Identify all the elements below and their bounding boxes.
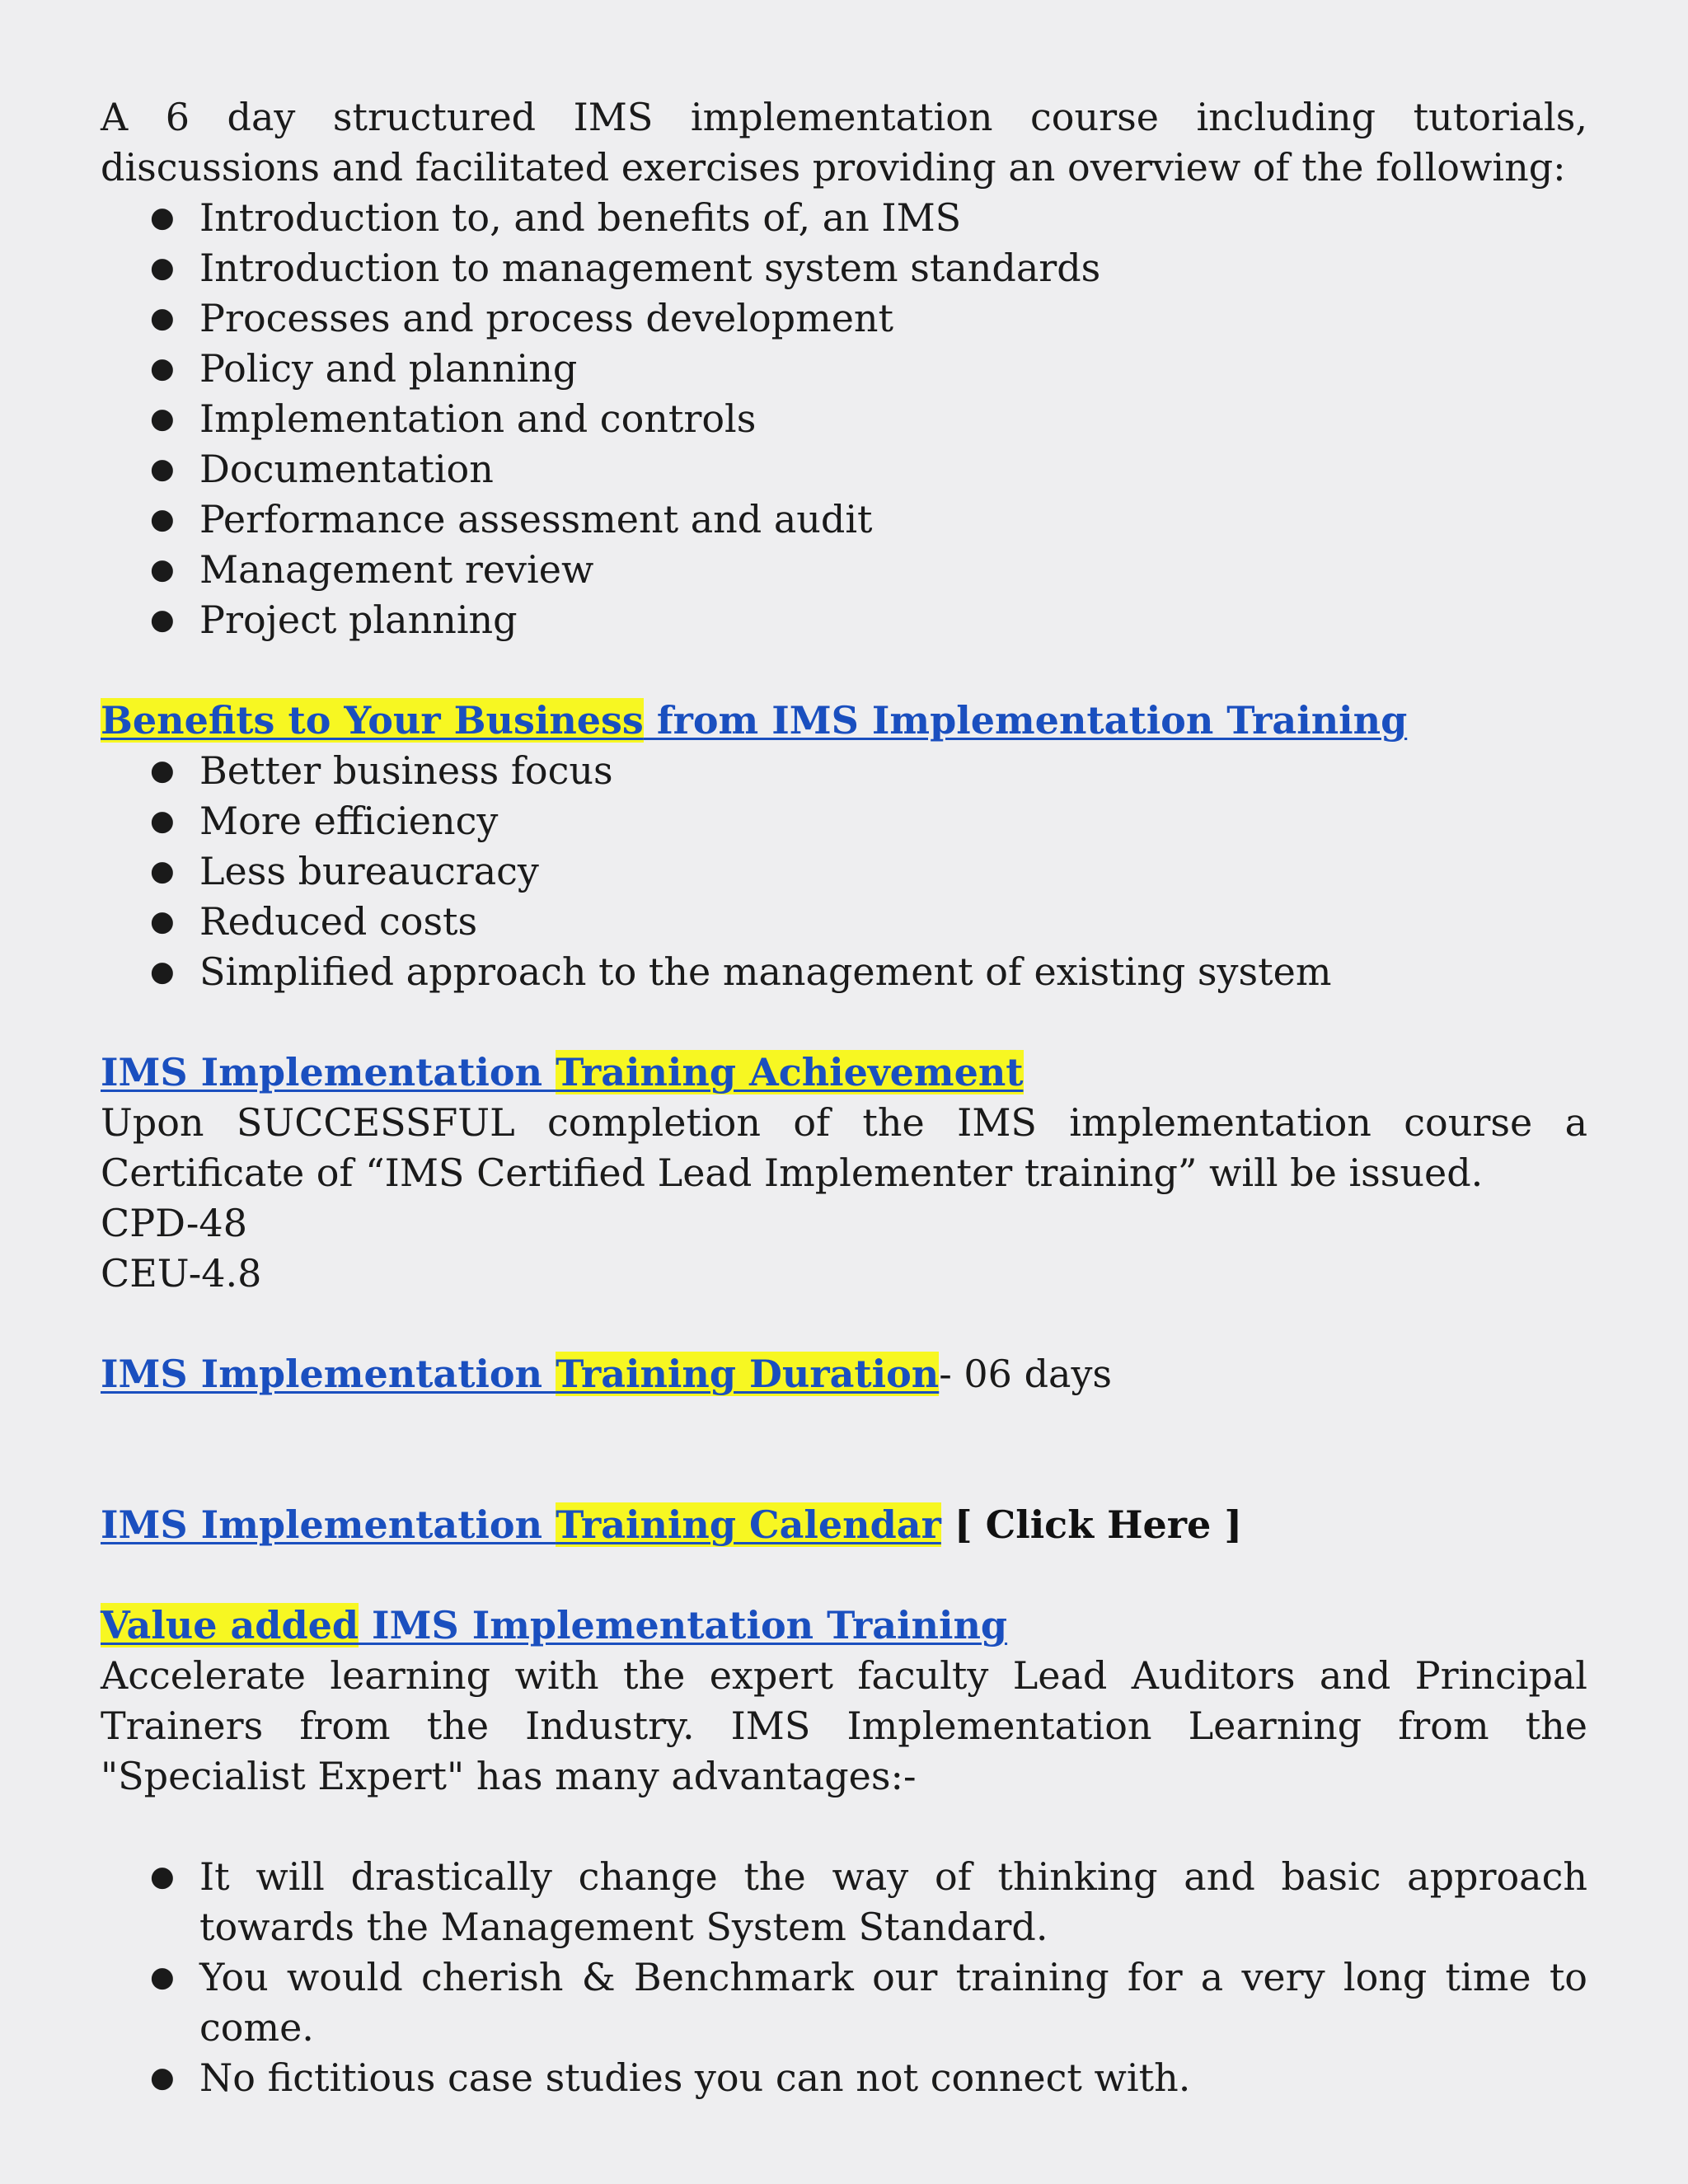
list-item: ● Less bureaucracy <box>199 846 1587 897</box>
duration-value: - 06 days <box>939 1352 1113 1396</box>
spacer <box>101 1802 1587 1852</box>
list-item: ● Project planning <box>199 595 1587 645</box>
list-item: ● Better business focus <box>199 746 1587 796</box>
bullet-icon: ● <box>150 302 175 335</box>
duration-heading-plain: IMS Implementation <box>101 1352 556 1396</box>
bullet-icon: ● <box>150 804 175 837</box>
achievement-heading <box>101 1047 1587 1098</box>
list-item: ● More efficiency <box>199 796 1587 846</box>
list-item: ● Implementation and controls <box>199 394 1587 444</box>
list-item: ● Reduced costs <box>199 897 1587 947</box>
spacer <box>101 1550 1587 1601</box>
benefits-link[interactable] <box>101 698 1407 743</box>
bullet-icon: ● <box>150 905 175 938</box>
duration-link[interactable] <box>101 1352 939 1396</box>
bullet-icon: ● <box>150 1961 175 1994</box>
calendar-heading <box>101 1500 1587 1550</box>
bullet-icon: ● <box>150 503 175 536</box>
bullet-icon: ● <box>150 251 175 284</box>
ceu-value: CEU-4.8 <box>101 1251 262 1296</box>
spacer <box>101 1299 1587 1349</box>
achievement-text: Upon SUCCESSFUL completion of the IMS implementation course a Certificate of “IMS Certified Lead Implementer training” will be issued. <box>101 1100 1587 1195</box>
click-here-link[interactable]: [ Click Here ] <box>954 1502 1243 1547</box>
spacer <box>101 1399 1587 1500</box>
bullet-icon: ● <box>150 754 175 787</box>
calendar-heading-plain: IMS Implementation <box>101 1502 556 1547</box>
bullet-icon: ● <box>150 201 175 234</box>
bullet-icon: ● <box>150 352 175 385</box>
calendar-link[interactable] <box>101 1502 941 1547</box>
list-item: ● It will drastically change the way of thinking and basic approach towards the Management System Standard. <box>199 1852 1587 1952</box>
list-item: ● Introduction to management system standards <box>199 243 1587 293</box>
benefits-heading-rest: from IMS Implementation Training <box>643 698 1408 743</box>
list-item: ● Introduction to, and benefits of, an IMS <box>199 193 1587 243</box>
value-added-link[interactable] <box>101 1603 1007 1647</box>
list-item: ● No fictitious case studies you can not connect with. <box>199 2053 1587 2103</box>
achievement-heading-plain: IMS Implementation <box>101 1050 556 1094</box>
list-item: ● Simplified approach to the management of existing system <box>199 947 1587 997</box>
calendar-heading-highlight: Training Calendar <box>556 1502 941 1547</box>
benefits-heading <box>101 696 1587 746</box>
list-item: ● Documentation <box>199 444 1587 494</box>
duration-heading-highlight: Training Duration <box>556 1352 940 1396</box>
value-added-heading <box>101 1601 1587 1651</box>
list-item: ● You would cherish & Benchmark our training for a very long time to come. <box>199 1952 1587 2053</box>
intro-list <box>101 193 1587 645</box>
bullet-icon: ● <box>150 1860 175 1893</box>
list-item: ● Management review <box>199 545 1587 595</box>
bullet-icon: ● <box>150 603 175 636</box>
value-added-heading-highlight: Value added <box>101 1603 359 1647</box>
bullet-icon: ● <box>150 855 175 888</box>
achievement-link[interactable] <box>101 1050 1024 1094</box>
bullet-icon: ● <box>150 2061 175 2094</box>
advantages-list <box>101 1852 1587 2103</box>
intro-paragraph: A 6 day structured IMS implementation course including tutorials, discussions and facilitated exercises providing an overview of the following: <box>101 95 1587 190</box>
value-added-heading-rest: IMS Implementation Training <box>359 1603 1008 1647</box>
cpd-value: CPD-48 <box>101 1201 247 1245</box>
bullet-icon: ● <box>150 402 175 435</box>
spacer <box>101 645 1587 696</box>
list-item: ● Policy and planning <box>199 344 1587 394</box>
benefits-heading-highlight: Benefits to Your Business <box>101 698 644 743</box>
bullet-icon: ● <box>150 452 175 485</box>
achievement-heading-highlight: Training Achievement <box>556 1050 1024 1094</box>
bullet-icon: ● <box>150 955 175 988</box>
list-item: ● Performance assessment and audit <box>199 494 1587 545</box>
list-item: ● Processes and process development <box>199 293 1587 344</box>
bullet-icon: ● <box>150 553 175 586</box>
spacer <box>101 997 1587 1047</box>
benefits-list <box>101 746 1587 997</box>
duration-heading <box>101 1349 1587 1399</box>
value-added-text: Accelerate learning with the expert faculty Lead Auditors and Principal Trainers from the Industry. IMS Implementation Learning from the "Specialist Expert" has many advantages:- <box>101 1653 1587 1798</box>
